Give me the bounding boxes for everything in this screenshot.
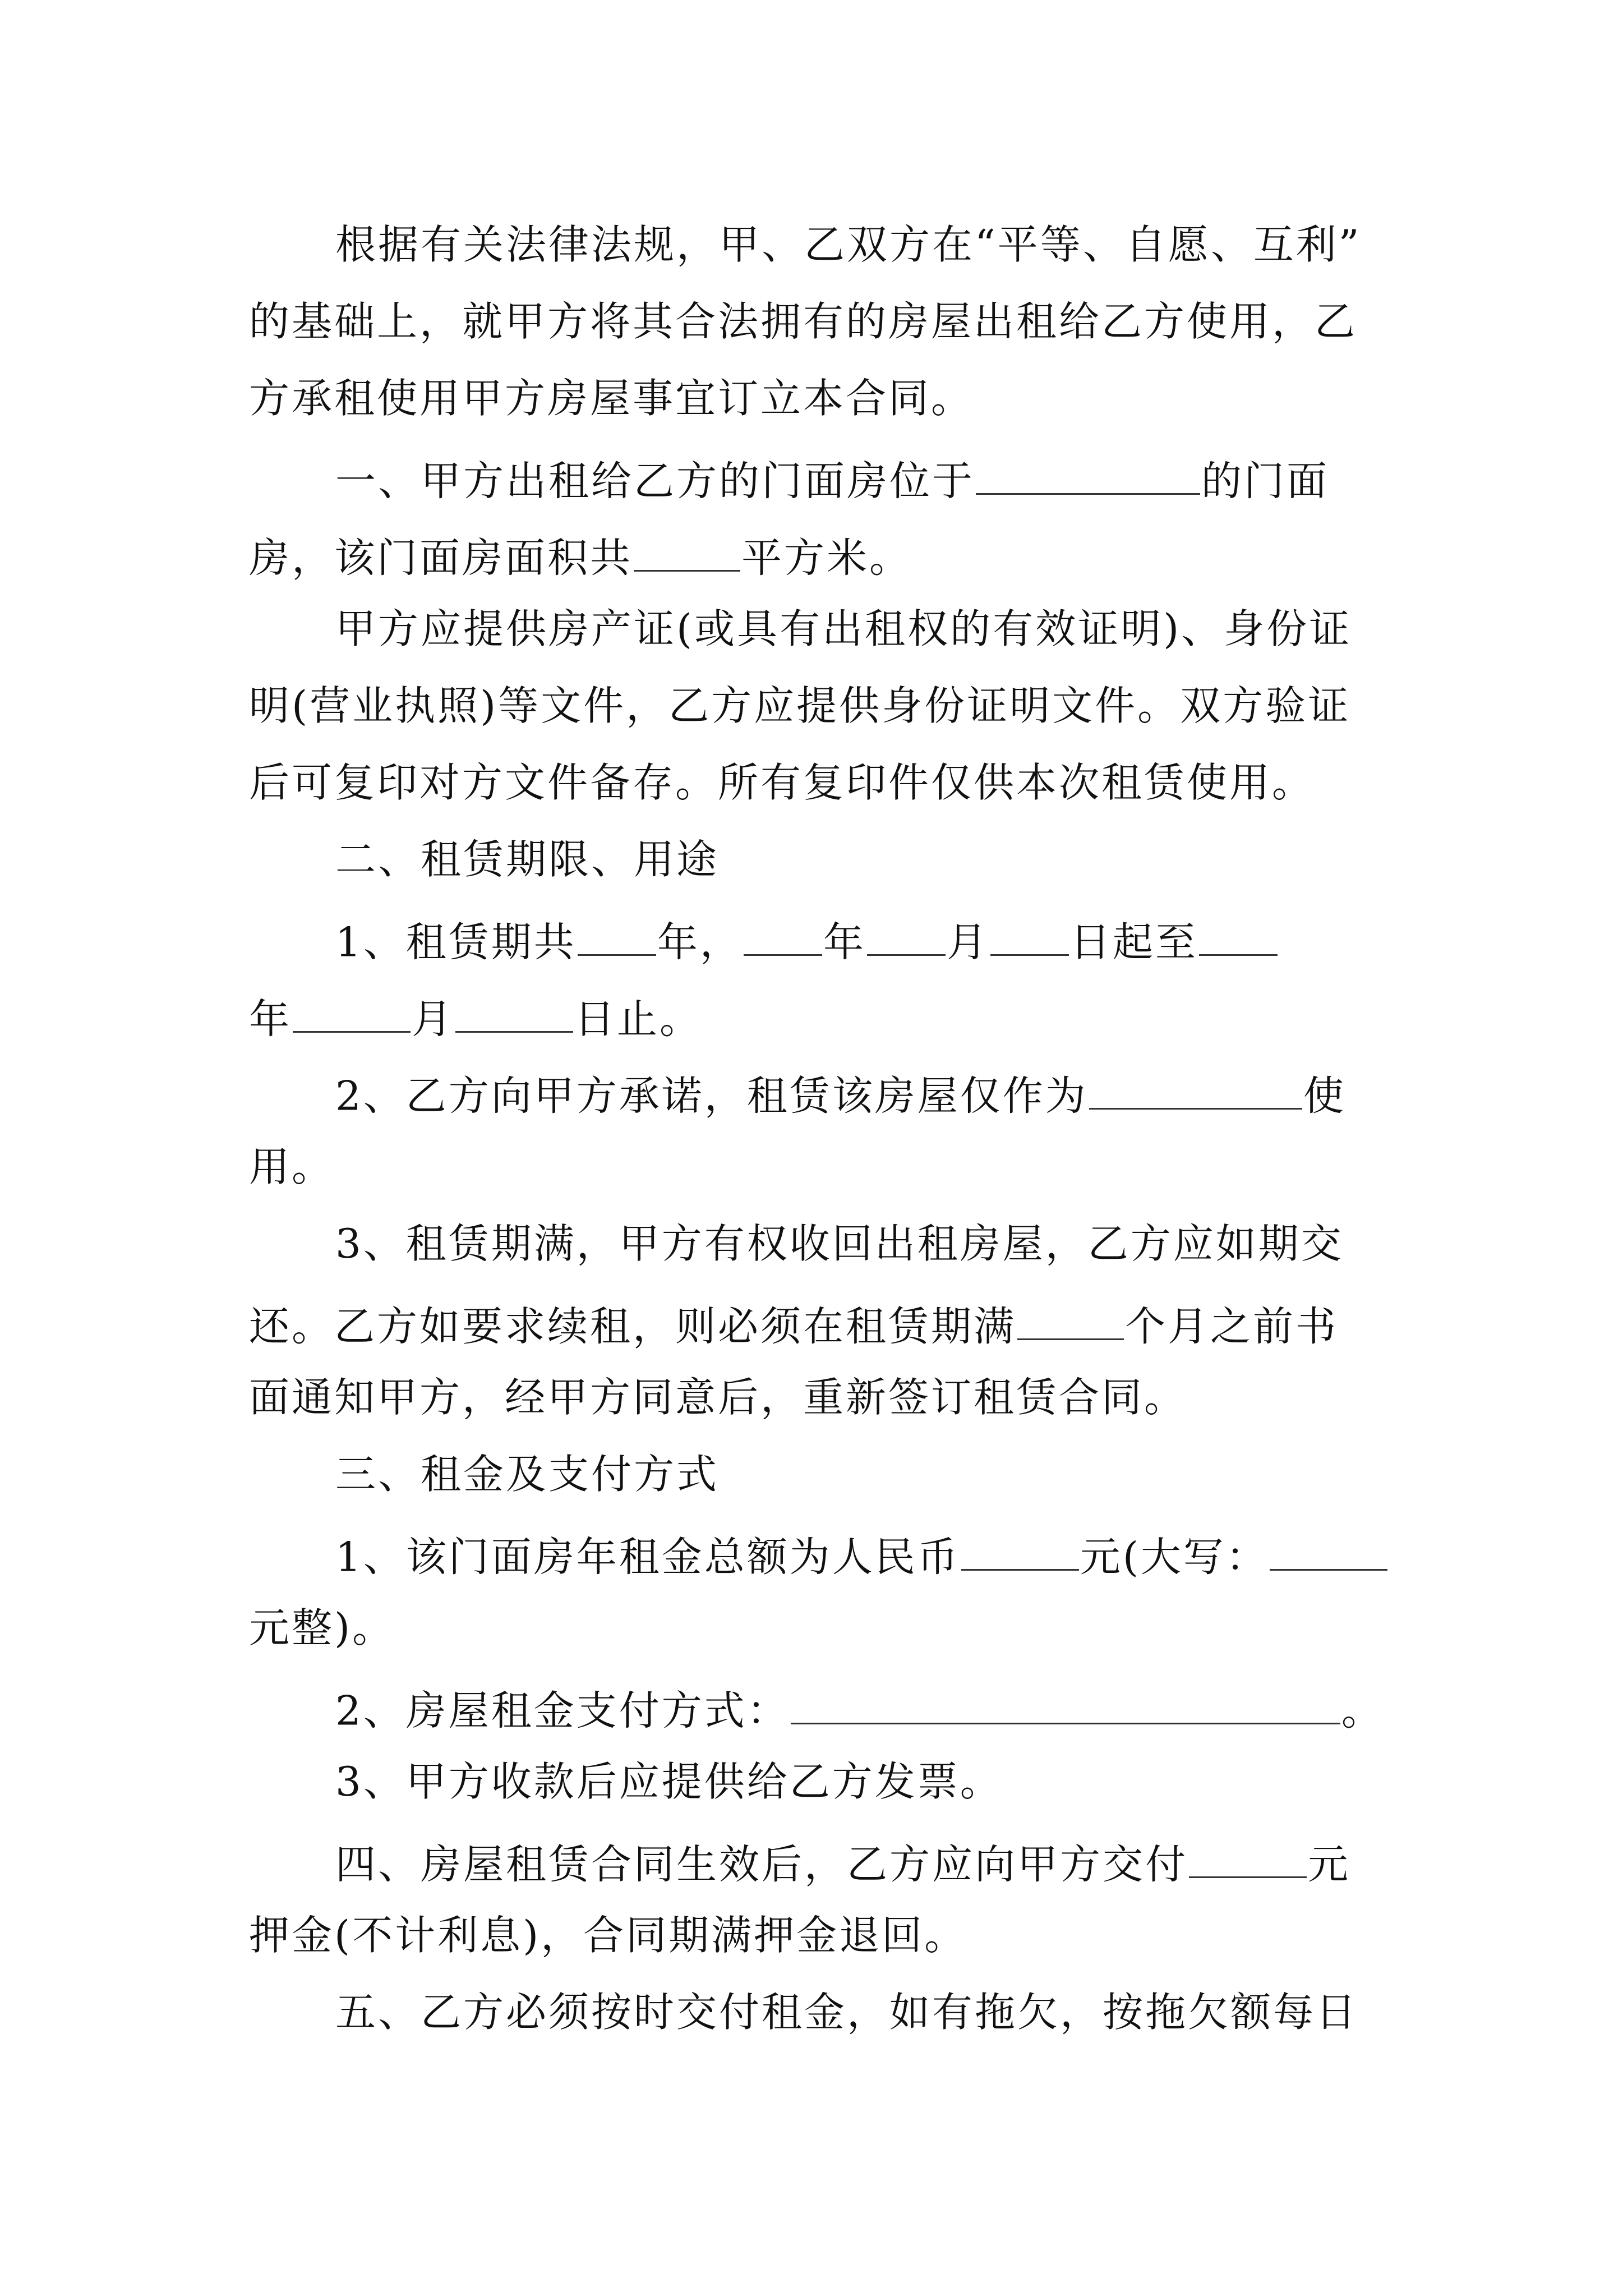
docs-line-2: 明(营业执照)等文件，乙方应提供身份证明文件。双方验证: [249, 682, 1351, 729]
rent-text: 元(大写：: [1080, 1533, 1269, 1581]
section3-heading: 三、租金及支付方式: [335, 1451, 720, 1498]
payment-method-blank: [791, 1685, 1340, 1724]
term-text: 年，: [657, 918, 743, 966]
rent-words-blank: [1270, 1531, 1387, 1571]
end-month-blank: [293, 993, 411, 1033]
intro-line-2: 的基础上，就甲方将其合法拥有的房屋出租给乙方使用，乙: [249, 298, 1358, 345]
section2-item1-line-1: [335, 916, 1279, 966]
renewal-text: 还。乙方如要求续租，则必须在租赁期满: [249, 1303, 1017, 1350]
deposit-text: 元: [1308, 1841, 1351, 1888]
section2-item3-line-2: [249, 1300, 1339, 1350]
clause1-text: 房，该门面房面积共: [249, 534, 633, 582]
usage-text: 使: [1303, 1072, 1346, 1120]
rent-amount-blank: [961, 1531, 1079, 1571]
section3-item1-line-1: [335, 1531, 1389, 1581]
deposit-blank: [1189, 1838, 1307, 1878]
section3-item1-line-2: 元整)。: [249, 1604, 395, 1651]
term-text: 年: [823, 918, 866, 966]
payment-text: 。: [1341, 1687, 1384, 1734]
renewal-text: 个月之前书: [1125, 1303, 1339, 1350]
section2-item3-line-3: 面通知甲方，经甲方同意后，重新签订租赁合同。: [249, 1374, 1187, 1421]
clause1-text: 的门面: [1201, 457, 1330, 505]
clause1-line-1: [335, 455, 1330, 505]
usage-text: 2、乙方向甲方承诺，租赁该房屋仅作为: [335, 1072, 1088, 1120]
start-day-blank: [990, 916, 1069, 956]
section2-item2-line-2: 用。: [249, 1143, 335, 1190]
clause1-text: 平方米。: [741, 534, 912, 582]
section4-line-1: [335, 1838, 1351, 1888]
payment-text: 2、房屋租金支付方式：: [335, 1687, 790, 1734]
docs-line-1: 甲方应提供房产证(或具有出租权的有效证明)、身份证: [335, 605, 1352, 652]
rent-text: 1、该门面房年租金总额为人民币: [335, 1533, 960, 1581]
clause1-text: 一、甲方出租给乙方的门面房位于: [335, 457, 975, 505]
section2-item2-line-1: [335, 1070, 1346, 1120]
term-text: 日起至: [1069, 918, 1198, 966]
notice-months-blank: [1017, 1300, 1124, 1340]
intro-line-1: 根据有关法律法规，甲、乙双方在“平等、自愿、互利”: [335, 221, 1362, 268]
section2-item1-line-2: [249, 993, 703, 1043]
term-text: 1、租赁期共: [335, 918, 577, 966]
intro-line-3: 方承租使用甲方房屋事宜订立本合同。: [249, 375, 974, 422]
deposit-text: 四、房屋租赁合同生效后，乙方应向甲方交付: [335, 1841, 1188, 1888]
start-year-blank: [744, 916, 822, 956]
section5-line-1: 五、乙方必须按时交付租金，如有拖欠，按拖欠额每日: [335, 1989, 1359, 2036]
term-text: 年: [249, 995, 292, 1043]
term-text: 月: [946, 918, 989, 966]
years-blank: [578, 916, 656, 956]
term-text: 日止。: [574, 995, 703, 1043]
term-text: 月: [412, 995, 455, 1043]
section3-item2: [335, 1685, 1384, 1734]
section3-item3: 3、甲方收款后应提供给乙方发票。: [335, 1758, 1003, 1805]
start-month-blank: [867, 916, 946, 956]
end-day-blank: [455, 993, 573, 1033]
clause1-line-2: [249, 532, 912, 582]
section2-item3-line-1: 3、租赁期满，甲方有权收回出租房屋，乙方应如期交: [335, 1220, 1344, 1267]
location-blank: [976, 455, 1200, 495]
area-blank: [634, 532, 740, 572]
end-year-blank: [1199, 916, 1278, 956]
section4-line-2: 押金(不计利息)，合同期满押金退回。: [249, 1912, 967, 1959]
section2-heading: 二、租赁期限、用途: [335, 836, 720, 883]
usage-blank: [1089, 1070, 1302, 1110]
docs-line-3: 后可复印对方文件备存。所有复印件仅供本次租赁使用。: [249, 759, 1315, 806]
